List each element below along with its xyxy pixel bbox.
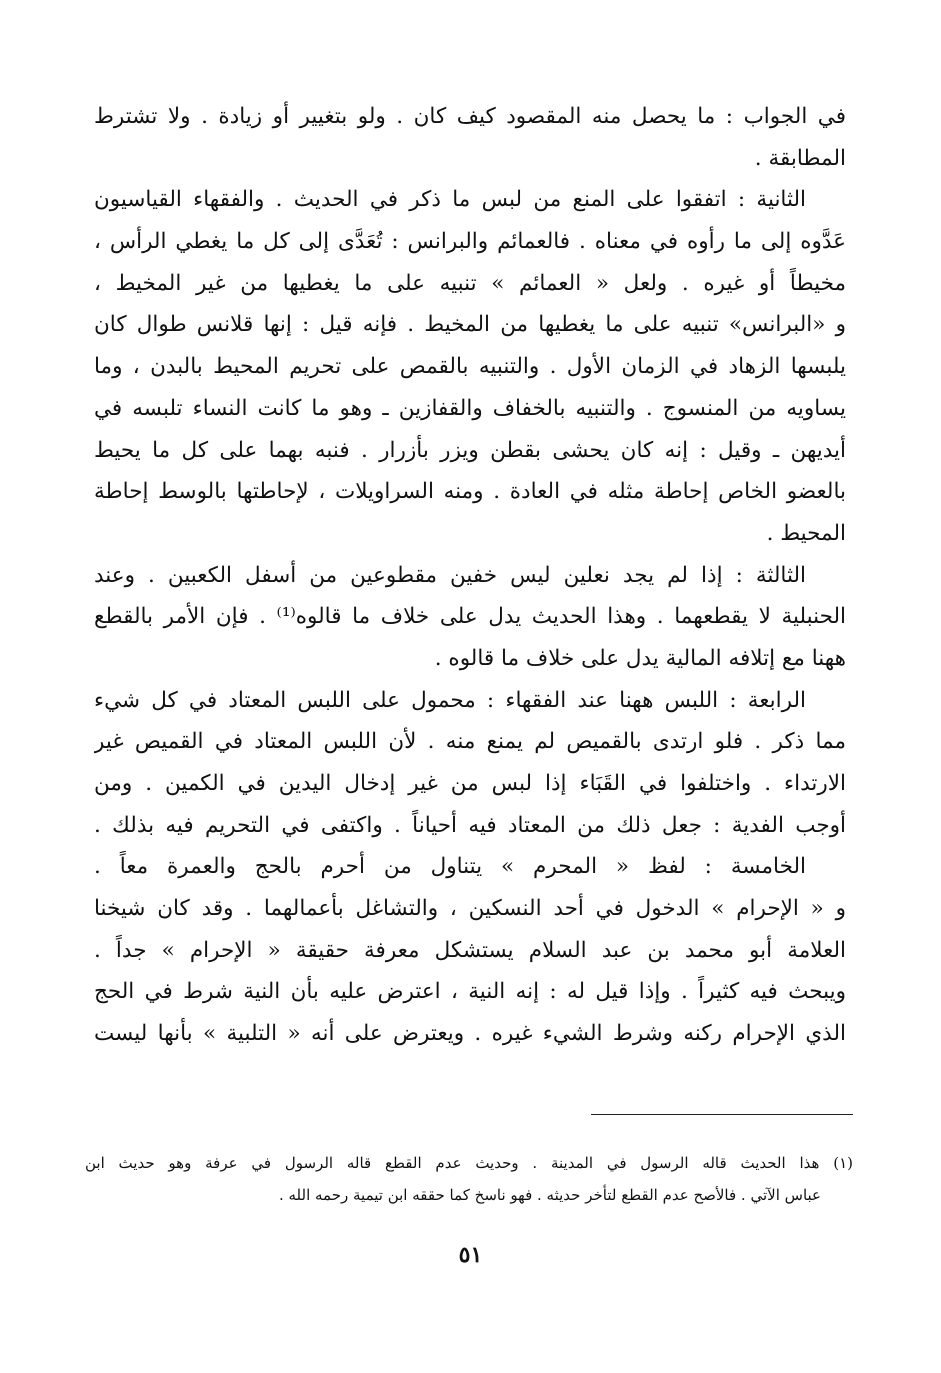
text-line-10: بالعضو الخاص إحاطة مثله في العادة . ومنه السراويلات ، لإحاطتها بالوسط إحاطة xyxy=(94,479,846,505)
text-line-23: الذي الإحرام ركنه وشرط الشيء غيره . ويعترض على أنه « التلبية » بأنها ليست xyxy=(94,1021,846,1047)
footnote-divider xyxy=(591,1114,853,1115)
text-line-5: مخيطاً أو غيره . ولعل « العمائم » تنبيه على ما يغطيها من غير المخيط ، xyxy=(94,270,846,296)
main-text xyxy=(94,96,846,1055)
footnote-line-2: عباس الآتي . فالأصح عدم القطع لتأخر حديثه . فهو ناسخ كما حققه ابن تيمية رحمه الله . xyxy=(278,1186,821,1204)
text-line-21: العلامة أبو محمد بن عبد السلام يستشكل معرفة حقيقة « الإحرام » جداً . xyxy=(94,937,846,963)
text-line-11: المحيط . xyxy=(766,520,846,546)
text-line-12: الثالثة : إذا لم يجد نعلين ليس خفين مقطوعين من أسفل الكعبين . وعند xyxy=(94,562,806,588)
text-line-14: ههنا مع إتلافه المالية يدل على خلاف ما قالوه . xyxy=(434,645,846,671)
text-line-4: عَدَّوه إلى ما رأوه في معناه . فالعمائم والبرانس : تُعَدَّى إلى كل ما يغطي الرأس ، xyxy=(94,229,846,255)
text-line-13: الحنبلية لا يقطعهما . وهذا الحديث يدل على خلاف ما قالوه⁽¹⁾ . فإن الأمر بالقطع xyxy=(94,604,846,630)
page-number: ٥١ xyxy=(458,1242,483,1268)
text-line-7: يلبسها الزهاد في الزمان الأول . والتنبيه بالقمص على تحريم المحيط بالبدن ، وما xyxy=(94,354,846,380)
text-line-16: مما ذكر . فلو ارتدى بالقميص لم يمنع منه . لأن اللبس المعتاد في القميص غير xyxy=(94,729,846,755)
text-line-3: الثانية : اتفقوا على المنع من لبس ما ذكر في الحديث . والفقهاء القياسيون xyxy=(94,187,806,213)
footnote-line-1: (١) هذا الحديث قاله الرسول في المدينة . وحديث عدم القطع قاله الرسول في عرفة وهو حديث ابن xyxy=(85,1154,853,1172)
text-line-9: أيديهن ـ وقيل : إنه كان يحشى بقطن ويزر بأزرار . فنبه بهما على كل ما يحيط xyxy=(94,437,846,463)
text-line-18: أوجب الفدية : جعل ذلك من المعتاد فيه أحياناً . واكتفى في التحريم فيه بذلك . xyxy=(94,812,846,838)
text-line-6: و «البرانس» تنبيه على ما يغطيها من المخيط . فإنه قيل : إنها قلانس طوال كان xyxy=(94,312,846,338)
footnotes xyxy=(85,1147,853,1211)
text-line-15: الرابعة : اللبس ههنا عند الفقهاء : محمول على اللبس المعتاد في كل شيء xyxy=(94,687,806,713)
text-line-1: في الجواب : ما يحصل منه المقصود كيف كان . ولو بتغيير أو زيادة . ولا تشترط xyxy=(94,104,846,129)
text-line-19: الخامسة : لفظ « المحرم » يتناول من أحرم بالحج والعمرة معاً . xyxy=(94,854,806,880)
text-line-2: المطابقة . xyxy=(754,145,846,171)
text-line-8: يساويه من المنسوج . والتنبيه بالخفاف والقفازين ـ وهو ما كانت النساء تلبسه في xyxy=(94,395,846,421)
text-line-22: ويبحث فيه كثيراً . وإذا قيل له : إنه النية ، اعترض عليه بأن النية شرط في الحج xyxy=(94,979,846,1005)
text-line-20: و « الإحرام » الدخول في أحد النسكين ، والتشاغل بأعمالهما . وقد كان شيخنا xyxy=(94,896,846,922)
text-line-17: الارتداء . واختلفوا في القَبَاء إذا لبس من غير إدخال اليدين في الكمين . ومن xyxy=(94,771,846,796)
